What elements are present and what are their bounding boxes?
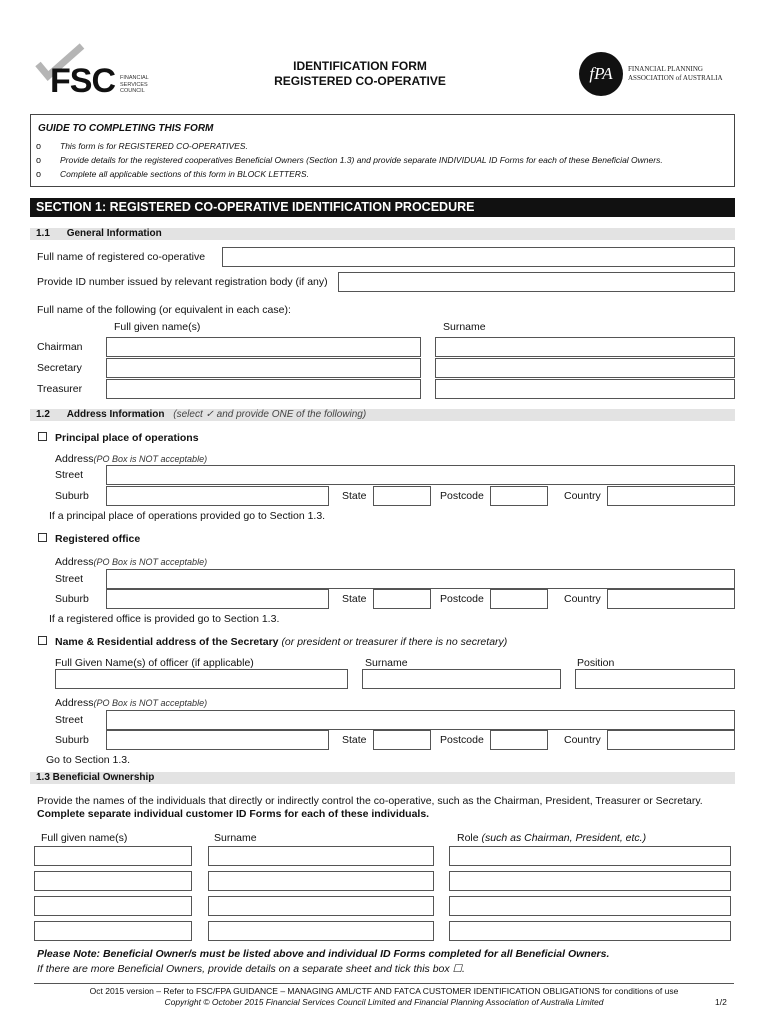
owner3-surname-input[interactable] — [208, 896, 434, 916]
suburb-input-3[interactable] — [106, 730, 329, 750]
street-input-1[interactable] — [106, 465, 735, 485]
suburb-input-1[interactable] — [106, 486, 329, 506]
address-label-2 — [55, 556, 207, 568]
treasurer-surname-input[interactable] — [435, 379, 735, 399]
principal-place-checkbox[interactable] — [38, 432, 47, 441]
beneficial-desc: Provide the names of the individuals that directly or indirectly control the co-operative, such as the Chairman, President, Treasurer or Secretary. — [37, 795, 703, 807]
street-label-3: Street — [55, 714, 84, 726]
form-title-line1: IDENTIFICATION FORM — [293, 59, 427, 73]
owner3-given-input[interactable] — [34, 896, 192, 916]
section1-header: SECTION 1: REGISTERED CO-OPERATIVE IDENTIFICATION PROCEDURE — [30, 198, 735, 217]
address-word-1: Address — [55, 453, 94, 465]
postcode-input-2[interactable] — [490, 589, 548, 609]
officer-surname-input[interactable] — [362, 669, 561, 689]
chairman-given-input[interactable] — [106, 337, 421, 357]
principal-place-note: If a principal place of operations provided go to Section 1.3. — [49, 510, 326, 522]
owner1-role-input[interactable] — [449, 846, 731, 866]
fsc-letters: FSC — [50, 62, 115, 100]
state-label-2: State — [342, 593, 367, 605]
address-label-3 — [55, 697, 207, 709]
guide-item-1: This form is for REGISTERED CO-OPERATIVES. — [60, 141, 248, 151]
given-name-header: Full given name(s) — [114, 321, 201, 333]
owner4-given-input[interactable] — [34, 921, 192, 941]
fpa-mark: fPA — [579, 52, 623, 96]
col-given-header: Full given name(s) — [41, 832, 128, 844]
fsc-sub-2: SERVICES — [120, 81, 148, 88]
id-number-label: Provide ID number issued by relevant registration body (if any) — [37, 276, 328, 288]
street-label-1: Street — [55, 469, 84, 481]
treasurer-label: Treasurer — [37, 383, 83, 395]
officer-given-input[interactable] — [55, 669, 348, 689]
fpa-text-2: ASSOCIATION of AUSTRALIA — [628, 74, 723, 82]
suburb-input-2[interactable] — [106, 589, 329, 609]
guide-bullet-1: o — [36, 141, 42, 151]
secretary-address-title-text: Name & Residential address of the Secretary — [55, 636, 279, 648]
registered-office-note: If a registered office is provided go to Section 1.3. — [49, 613, 280, 625]
po-note-2: (PO Box is NOT acceptable) — [93, 557, 208, 567]
country-label-2: Country — [564, 593, 601, 605]
address-word-3: Address — [55, 697, 94, 709]
col-role-text: Role — [457, 832, 479, 844]
postcode-label-1: Postcode — [440, 490, 484, 502]
col-role-header — [457, 832, 646, 844]
guide-item-2: Provide details for the registered cooperatives Beneficial Owners (Section 1.3) and provide separate INDIVIDUAL ID Forms for each of these Beneficial Owners. — [60, 155, 663, 165]
officer-position-input[interactable] — [575, 669, 735, 689]
footer-line2: Copyright © October 2015 Financial Services Council Limited and Financial Planning Association of Australia Limited — [164, 997, 604, 1007]
po-note-1: (PO Box is NOT acceptable) — [93, 454, 208, 464]
guide-box — [30, 114, 735, 187]
suburb-label-1: Suburb — [55, 490, 89, 502]
owner3-role-input[interactable] — [449, 896, 731, 916]
suburb-label-2: Suburb — [55, 593, 89, 605]
guide-item-3: Complete all applicable sections of this form in BLOCK LETTERS. — [60, 169, 309, 179]
owner2-role-input[interactable] — [449, 871, 731, 891]
country-input-2[interactable] — [607, 589, 735, 609]
postcode-label-3: Postcode — [440, 734, 484, 746]
owner1-surname-input[interactable] — [208, 846, 434, 866]
postcode-input-1[interactable] — [490, 486, 548, 506]
country-input-1[interactable] — [607, 486, 735, 506]
form-title-line2: REGISTERED CO-OPERATIVE — [274, 74, 446, 88]
s12-bar — [30, 409, 735, 421]
coop-name-input[interactable] — [222, 247, 735, 267]
s11-bar — [30, 228, 735, 240]
po-note-3: (PO Box is NOT acceptable) — [93, 698, 208, 708]
registered-office-checkbox[interactable] — [38, 533, 47, 542]
col-role-hint: (such as Chairman, President, etc.) — [481, 832, 647, 844]
s12-title: Address Information — [66, 409, 165, 420]
following-label: Full name of the following (or equivalent in each case): — [37, 304, 291, 316]
id-number-input[interactable] — [338, 272, 735, 292]
owner1-given-input[interactable] — [34, 846, 192, 866]
officer-given-label: Full Given Name(s) of officer (if applicable) — [55, 657, 254, 669]
postcode-input-3[interactable] — [490, 730, 548, 750]
fsc-sub-3: COUNCIL — [120, 88, 145, 94]
country-label-1: Country — [564, 490, 601, 502]
beneficial-note-bold: Please Note: Beneficial Owner/s must be listed above and individual ID Forms completed for all Beneficial Owners. — [37, 948, 610, 960]
footer-line1: Oct 2015 version – Refer to FSC/FPA GUIDANCE – MANAGING AML/CTF AND FATCA CUSTOMER IDENTIFICATION OBLIGATIONS for conditions of use — [89, 986, 679, 996]
chairman-label: Chairman — [37, 341, 83, 353]
owner2-surname-input[interactable] — [208, 871, 434, 891]
col-surname-header: Surname — [214, 832, 257, 844]
fsc-sub-1: FINANCIAL — [120, 75, 149, 81]
address-word-2: Address — [55, 556, 94, 568]
beneficial-desc-bold: Complete separate individual customer ID Forms for each of these individuals. — [37, 808, 430, 820]
guide-bullet-2: o — [36, 155, 42, 165]
secretary-address-hint: (or president or treasurer if there is no secretary) — [281, 636, 508, 648]
officer-position-label: Position — [577, 657, 615, 669]
secretary-address-checkbox[interactable] — [38, 636, 47, 645]
chairman-surname-input[interactable] — [435, 337, 735, 357]
page-number: 1/2 — [715, 997, 727, 1007]
owner4-role-input[interactable] — [449, 921, 731, 941]
guide-title: GUIDE TO COMPLETING THIS FORM — [38, 123, 214, 134]
s12-num: 1.2 — [36, 409, 50, 420]
s12-hint: (select ✓ and provide ONE of the following) — [173, 409, 367, 420]
secretary-label: Secretary — [37, 362, 82, 374]
officer-surname-label: Surname — [365, 657, 408, 669]
s11-title: General Information — [66, 228, 162, 239]
surname-header: Surname — [443, 321, 486, 333]
street-input-3[interactable] — [106, 710, 735, 730]
owner2-given-input[interactable] — [34, 871, 192, 891]
guide-bullet-3: o — [36, 169, 42, 179]
state-input-3[interactable] — [373, 730, 431, 750]
state-label-3: State — [342, 734, 367, 746]
registered-office-title: Registered office — [55, 533, 141, 545]
postcode-label-2: Postcode — [440, 593, 484, 605]
country-input-3[interactable] — [607, 730, 735, 750]
footer-divider — [34, 983, 734, 984]
suburb-label-3: Suburb — [55, 734, 89, 746]
address-label-1 — [55, 453, 207, 465]
principal-place-title: Principal place of operations — [55, 432, 199, 444]
secretary-surname-input[interactable] — [435, 358, 735, 378]
secretary-address-title — [55, 636, 507, 648]
treasurer-given-input[interactable] — [106, 379, 421, 399]
street-input-2[interactable] — [106, 569, 735, 589]
beneficial-note-more: If there are more Beneficial Owners, provide details on a separate sheet and tick this box ☐. — [37, 963, 465, 975]
form-title — [230, 59, 490, 89]
fsc-logo — [34, 42, 164, 100]
secretary-given-input[interactable] — [106, 358, 421, 378]
state-label-1: State — [342, 490, 367, 502]
s13-bar: 1.3 Beneficial Ownership — [30, 772, 735, 784]
secretary-address-note: Go to Section 1.3. — [46, 754, 131, 766]
full-name-label: Full name of registered co-operative — [37, 251, 206, 263]
owner4-surname-input[interactable] — [208, 921, 434, 941]
fpa-text-1: FINANCIAL PLANNING — [628, 65, 703, 73]
s11-num: 1.1 — [36, 228, 50, 239]
country-label-3: Country — [564, 734, 601, 746]
state-input-2[interactable] — [373, 589, 431, 609]
state-input-1[interactable] — [373, 486, 431, 506]
footer — [34, 986, 734, 1008]
fpa-logo — [579, 52, 739, 96]
street-label-2: Street — [55, 573, 84, 585]
